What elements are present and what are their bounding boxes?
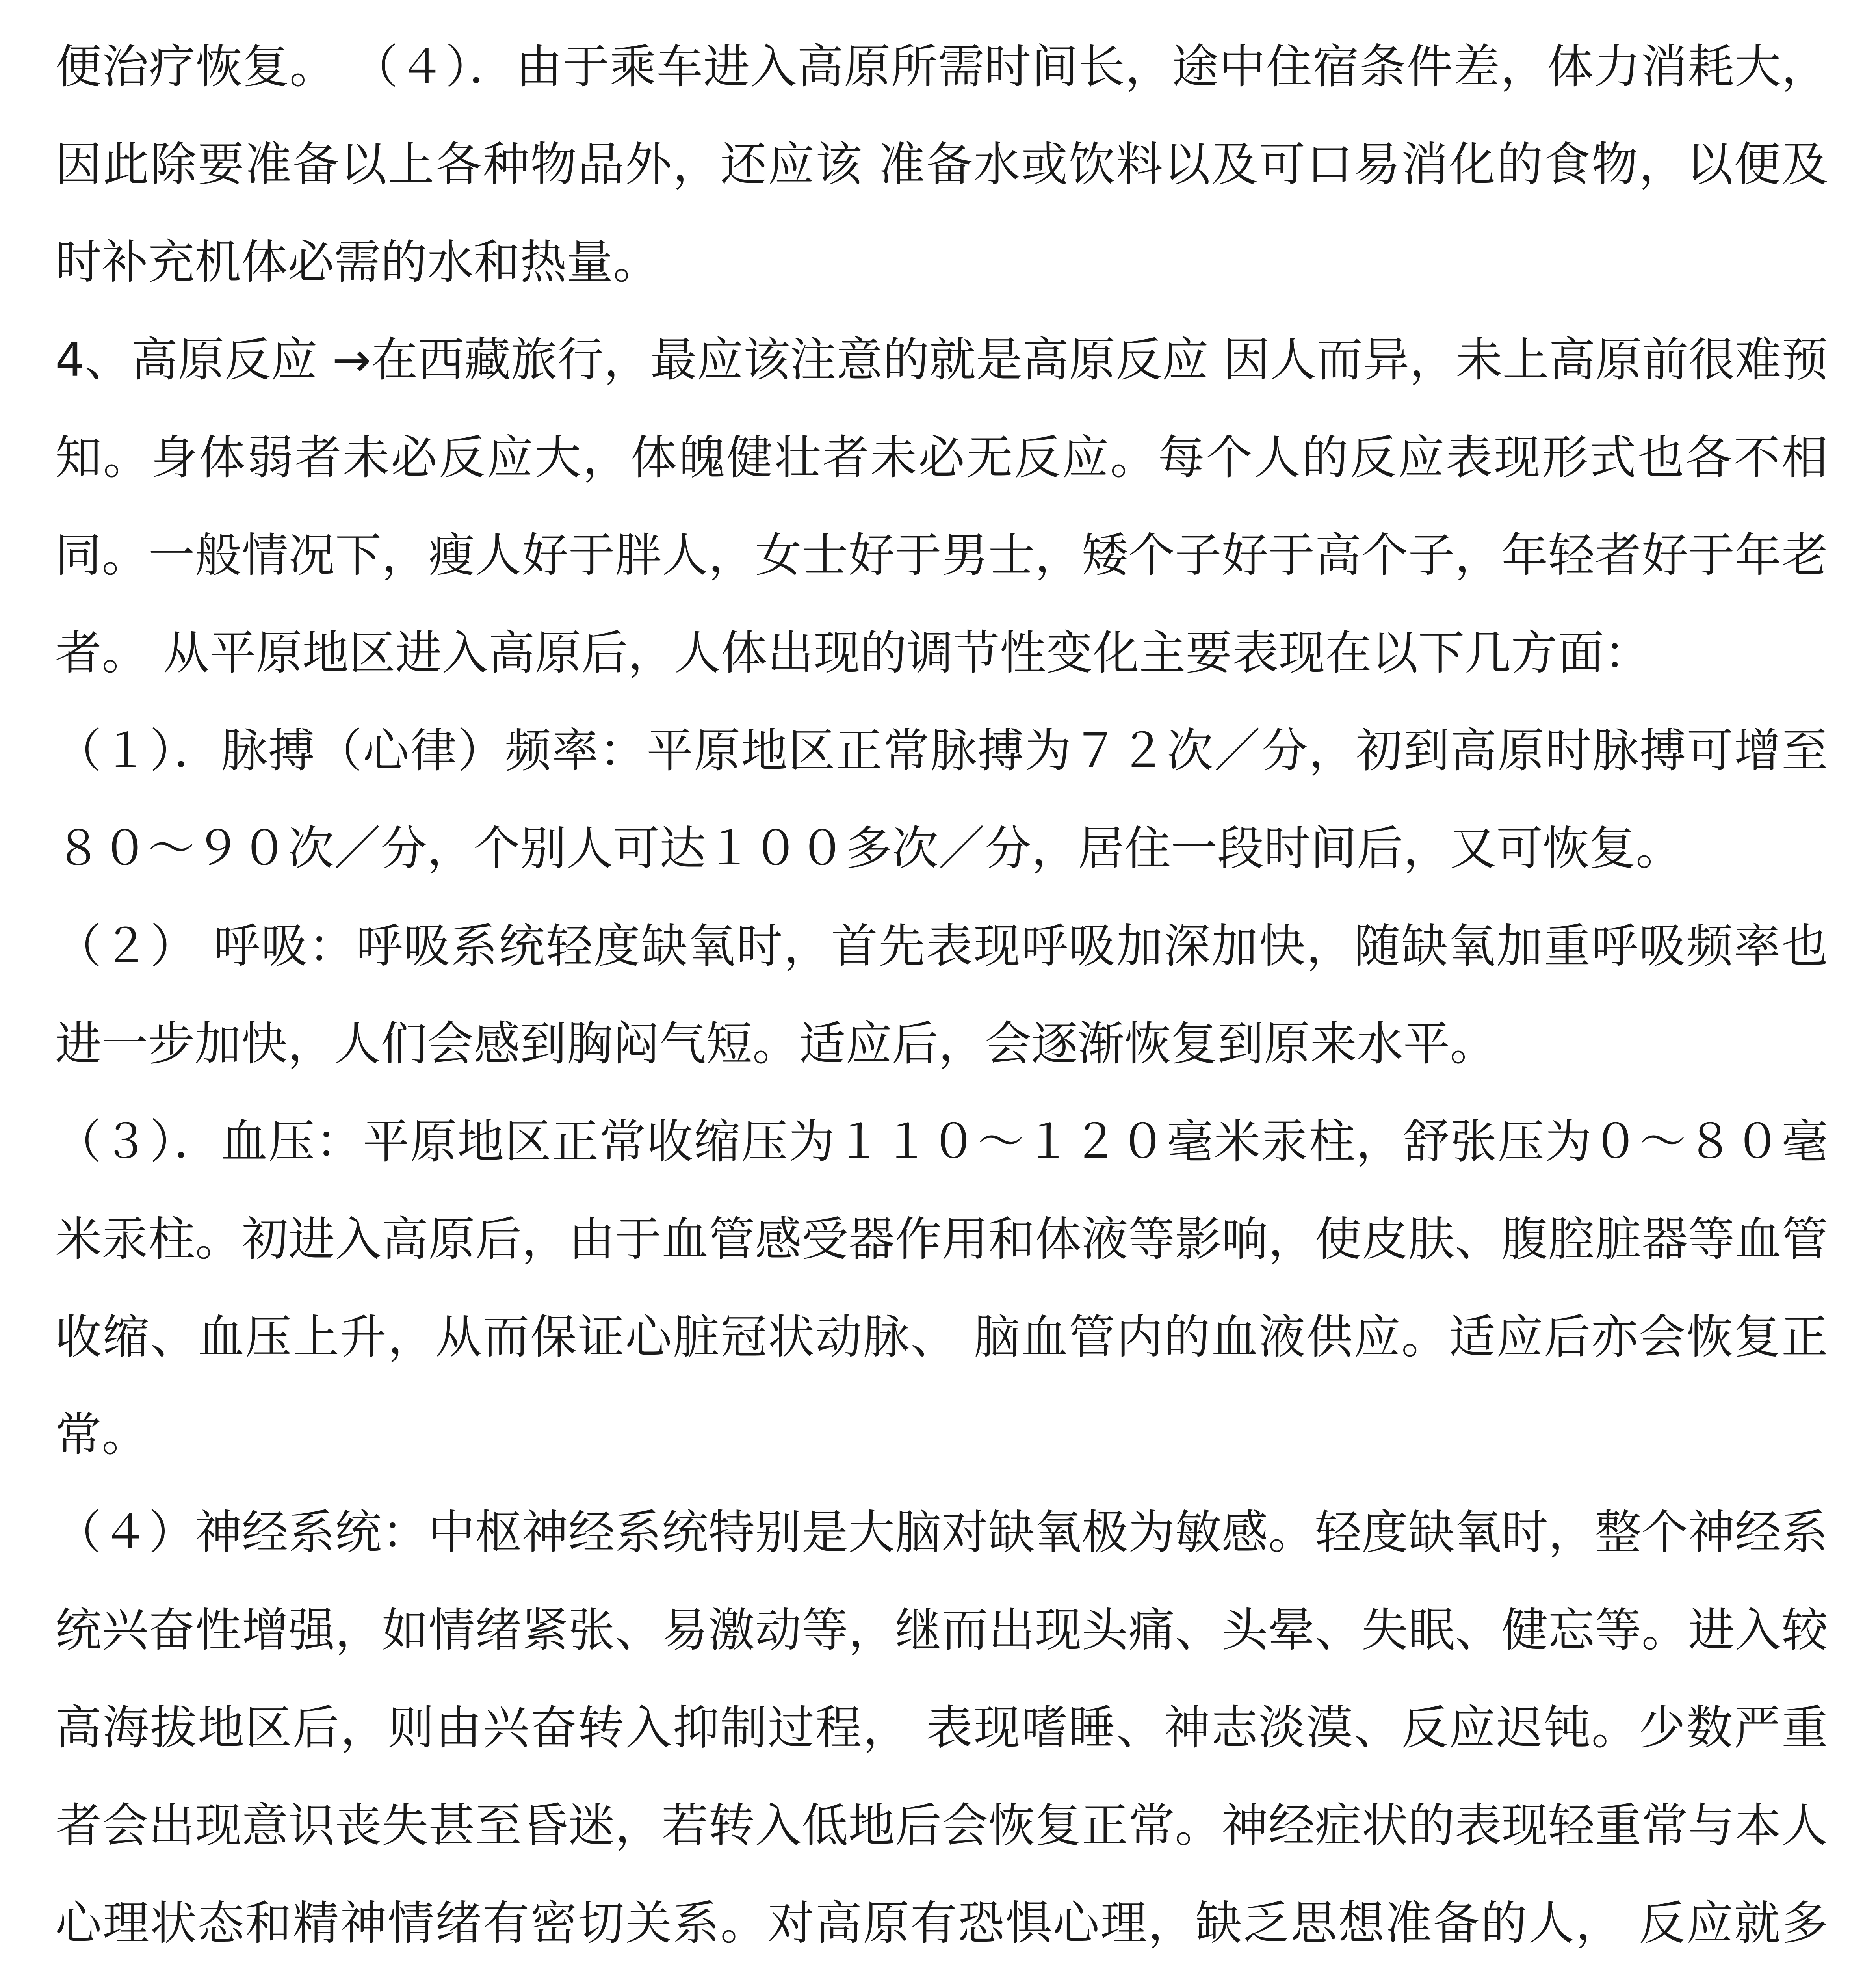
document-page (55, 18, 1828, 1970)
paragraph-pulse: （１）．脉搏（心律）频率：平原地区正常脉搏为７２次／分，初到高原时脉搏可增至８０～９０次／分，个别人可达１００多次／分，居住一段时间后，又可恢复。 (55, 723, 1828, 875)
paragraph-nervous-system: （４）神经系统：中枢神经系统特别是大脑对缺氧极为敏感。轻度缺氧时，整个神经系统兴奋性增强，如情绪紧张、易激动等，继而出现头痛、头晕、失眠、健忘等。进入较高海拔地区后，则由兴奋转入抑制过程， 表现嗜睡、神志淡漠、反应迟钝。少数严重者会出现意识丧失甚至昏迷，若转入低地后会恢复正常。神经症状的表现轻重常与本人心理状态和精神情绪有密切关系。对高原有恐惧心理，缺乏思想准备的人， 反应就多 (55, 1505, 1828, 1950)
paragraph-blood-pressure: （３）．血压：平原地区正常收缩压为１１０～１２０毫米汞柱，舒张压为０～８０毫米汞柱。初进入高原后，由于血管感受器作用和体液等影响，使皮肤、腹腔脏器等血管收缩、血压上升，从而保证心脏冠状动脉、 脑血管内的血液供应。适应后亦会恢复正常。 (55, 1114, 1828, 1462)
paragraph-travel-preparation: 便治疗恢复。 （４）．由于乘车进入高原所需时间长，途中住宿条件差，体力消耗大，因此除要准备以上各种物品外，还应该 准备水或饮料以及可口易消化的食物，以便及时补充机体必需的水和热量。 (55, 39, 1828, 289)
paragraph-respiration: （２） 呼吸：呼吸系统轻度缺氧时，首先表现呼吸加深加快，随缺氧加重呼吸频率也进一步加快，人们会感到胸闷气短。适应后，会逐渐恢复到原来水平。 (55, 919, 1828, 1071)
paragraph-altitude-sickness-intro: 4、高原反应 →在西藏旅行，最应该注意的就是高原反应 因人而异，未上高原前很难预知。身体弱者未必反应大，体魄健壮者未必无反应。每个人的反应表现形式也各不相同。一般情况下，瘦人好于胖人，女士好于男士，矮个子好于高个子，年轻者好于年老者。 从平原地区进入高原后，人体出现的调节性变化主要表现在以下几方面： (55, 333, 1828, 680)
